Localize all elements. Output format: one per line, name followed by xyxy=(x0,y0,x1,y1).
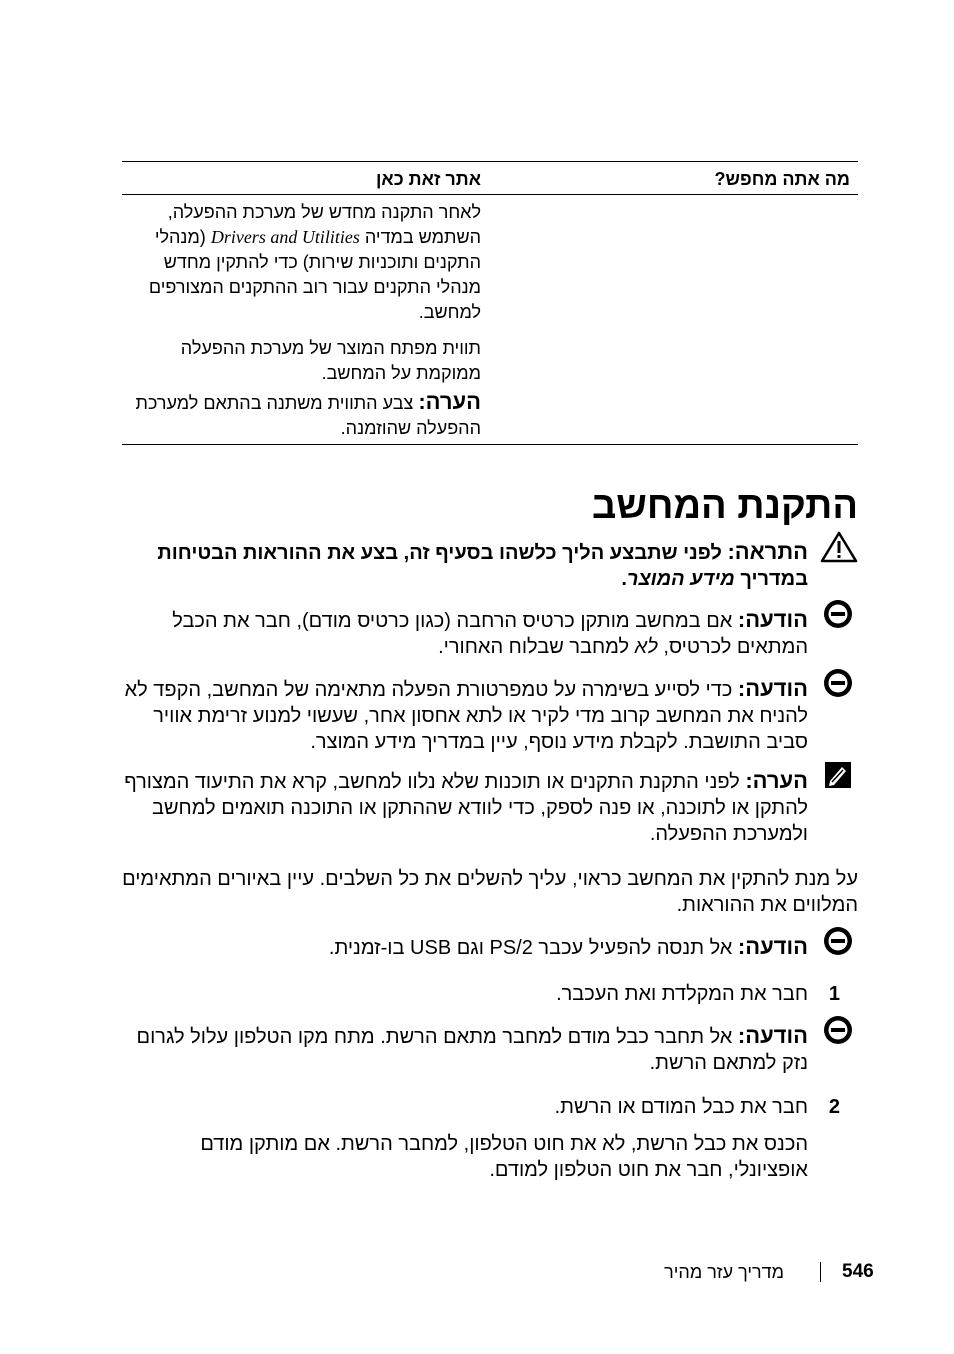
notice-icon xyxy=(822,667,854,699)
table-cell-drivers: לאחר התקנה מחדש של מערכת ההפעלה, השתמש במדיה Drivers and Utilities (מנהלי התקנים ותוכניות שירות) כדי להתקין מחדש מנהלי התקנים עבור רוב ההתקנים המצורפים למחשב. xyxy=(148,202,481,322)
notice-modem: הודעה: אל תחבר כבל מודם למחבר מתאם הרשת. מתח מקו הטלפון עלול לגרום נזק למתאם הרשת. xyxy=(136,1023,808,1074)
table-cell-note: הערה: צבע התווית משתנה בהתאם למערכת ההפעלה שהוזמנה. xyxy=(135,389,481,438)
step-number: 2 xyxy=(828,1096,840,1118)
section-heading: התקנת המחשב xyxy=(591,485,858,527)
footer-separator xyxy=(820,1262,821,1282)
table-bottom-rule xyxy=(122,444,858,445)
table-header-rule xyxy=(122,194,858,195)
step-2-text: חבר את כבל המודם או הרשת. xyxy=(554,1096,808,1118)
step-1-text: חבר את המקלדת ואת העכבר. xyxy=(556,983,808,1005)
note-third-party: הערה: לפני התקנת התקנים או תוכנות שלא נלוו למחשב, קרא את התיעוד המצורף להתקן או לתוכנה, או פנה לספק, כדי לוודא שההתקן או התוכנה תואמים למחשב ולמערכת ההפעלה. xyxy=(124,768,808,845)
table-cell-product-key: תווית מפתח המוצר של מערכת ההפעלה ממוקמת על המחשב. xyxy=(180,338,481,383)
notice-ventilation: הודעה: כדי לסייע בשימרה על טמפרטורת הפעלה מתאימה של המחשב, הקפד לא להניח את המחשב קרוב מדי לקיר או לתא אחסון אחר, שעשוי למנוע זרימת אוויר סביב התושבת. לקבלת מידע נוסף, עיין במדריך מידע המוצר. xyxy=(124,676,808,753)
media-name: Drivers and Utilities xyxy=(210,227,360,247)
caution-triangle-icon xyxy=(820,531,858,563)
notice-mouse: הודעה: אל תנסה להפעיל עכבר PS/2 וגם USB בו-זמנית. xyxy=(328,934,808,959)
footer-title: מדריך עזר מהיר xyxy=(664,1262,784,1282)
step-number: 1 xyxy=(828,983,840,1005)
note-pencil-icon xyxy=(824,761,852,789)
notice-icon xyxy=(822,925,854,957)
notice-icon xyxy=(822,598,854,630)
notice-icon xyxy=(822,1014,854,1046)
caution-notice: התראה: לפני שתבצע הליך כלשהו בסעיף זה, בצע את ההוראות הבטיחות במדריך מידע המוצר. xyxy=(157,539,808,590)
intro-paragraph: על מנת להתקין את המחשב כראוי, עליך להשלים את כל השלבים. עיין באיורים המתאימים המלווים את ההוראות. xyxy=(122,868,858,916)
step-2-detail: הכנס את כבל הרשת, לא את חוט הטלפון, למחבר הרשת. אם מותקן מודם אופציונלי, חבר את חוט הטלפון למודם. xyxy=(200,1133,808,1181)
page-number: 546 xyxy=(842,1261,874,1282)
notice-expansion-card: הודעה: אם במחשב מותקן כרטיס הרחבה (כגון כרטיס מודם), חבר את הכבל המתאים לכרטיס, לא למחבר שבלוח האחורי. xyxy=(172,607,808,658)
table-header-what: מה אתה מחפש? xyxy=(714,169,850,189)
table-top-rule xyxy=(122,161,858,162)
table-header-find: אתר זאת כאן xyxy=(375,169,481,189)
